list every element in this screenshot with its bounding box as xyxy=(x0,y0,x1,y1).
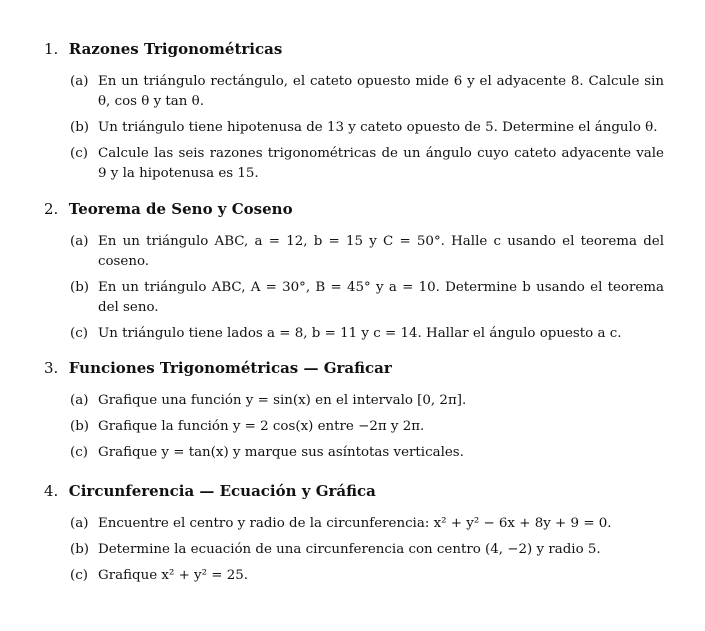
section-number: 2. xyxy=(44,200,59,218)
item-label: (a) xyxy=(70,516,89,531)
item-label: (a) xyxy=(70,74,89,89)
item-label: (a) xyxy=(70,234,89,249)
item-label: (c) xyxy=(70,445,88,460)
exercise-item xyxy=(44,514,664,534)
section-heading: Teorema de Seno y Coseno xyxy=(68,200,293,218)
section-circunferencia xyxy=(44,482,664,592)
exercise-item xyxy=(44,540,664,560)
item-text: En un triángulo ABC, a = 12, b = 15 y C = 50°. Halle c usando el teorema del coseno. xyxy=(98,234,664,269)
exercise-item xyxy=(44,324,664,344)
item-label: (c) xyxy=(70,326,88,341)
exercise-item xyxy=(44,278,664,318)
item-text: Calcule las seis razones trigonométricas de un ángulo cuyo cateto adyacente vale 9 y la hipotenusa es 15. xyxy=(98,146,664,181)
item-label: (b) xyxy=(70,280,90,295)
item-text: Grafique la función y = 2 cos(x) entre −2π y 2π. xyxy=(98,419,425,434)
section-heading: Funciones Trigonométricas — Graficar xyxy=(68,359,392,377)
section-heading: Circunferencia — Ecuación y Gráfica xyxy=(68,482,376,500)
section-funciones-trigonometricas xyxy=(44,359,664,469)
exercise-item xyxy=(44,417,664,437)
section-number: 4. xyxy=(44,482,59,500)
exercise-list xyxy=(44,72,664,184)
section-teorema-seno-coseno xyxy=(44,200,664,350)
item-label: (b) xyxy=(70,120,90,135)
exercise-item xyxy=(44,391,664,411)
exercise-item xyxy=(44,232,664,272)
item-text: Encuentre el centro y radio de la circunferencia: x² + y² − 6x + 8y + 9 = 0. xyxy=(98,516,612,531)
item-label: (b) xyxy=(70,542,90,557)
item-text: Determine la ecuación de una circunferencia con centro (4, −2) y radio 5. xyxy=(98,542,601,557)
section-title xyxy=(44,359,664,377)
section-number: 1. xyxy=(44,40,59,58)
item-text: En un triángulo rectángulo, el cateto opuesto mide 6 y el adyacente 8. Calcule sin θ, cos θ y tan θ. xyxy=(98,74,664,109)
item-label: (c) xyxy=(70,146,88,161)
section-heading: Razones Trigonométricas xyxy=(68,40,283,58)
item-text: Un triángulo tiene lados a = 8, b = 11 y c = 14. Hallar el ángulo opuesto a c. xyxy=(98,326,622,341)
exercise-item xyxy=(44,72,664,112)
exercise-item xyxy=(44,443,664,463)
section-title xyxy=(44,40,664,58)
item-text: Grafique x² + y² = 25. xyxy=(98,568,249,583)
exercise-list xyxy=(44,514,664,586)
item-text: Grafique y = tan(x) y marque sus asíntotas verticales. xyxy=(98,445,464,460)
exercise-item xyxy=(44,144,664,184)
section-razones-trigonometricas xyxy=(44,40,664,190)
item-text: En un triángulo ABC, A = 30°, B = 45° y a = 10. Determine b usando el teorema del seno. xyxy=(98,280,664,315)
item-label: (c) xyxy=(70,568,88,583)
item-text: Un triángulo tiene hipotenusa de 13 y cateto opuesto de 5. Determine el ángulo θ. xyxy=(98,120,658,135)
exercise-list xyxy=(44,232,664,344)
item-text: Grafique una función y = sin(x) en el intervalo [0, 2π]. xyxy=(98,393,467,408)
section-number: 3. xyxy=(44,359,59,377)
item-label: (a) xyxy=(70,393,89,408)
exercise-item xyxy=(44,118,664,138)
exercise-item xyxy=(44,566,664,586)
section-title xyxy=(44,200,664,218)
exercise-list xyxy=(44,391,664,463)
item-label: (b) xyxy=(70,419,90,434)
section-title xyxy=(44,482,664,500)
